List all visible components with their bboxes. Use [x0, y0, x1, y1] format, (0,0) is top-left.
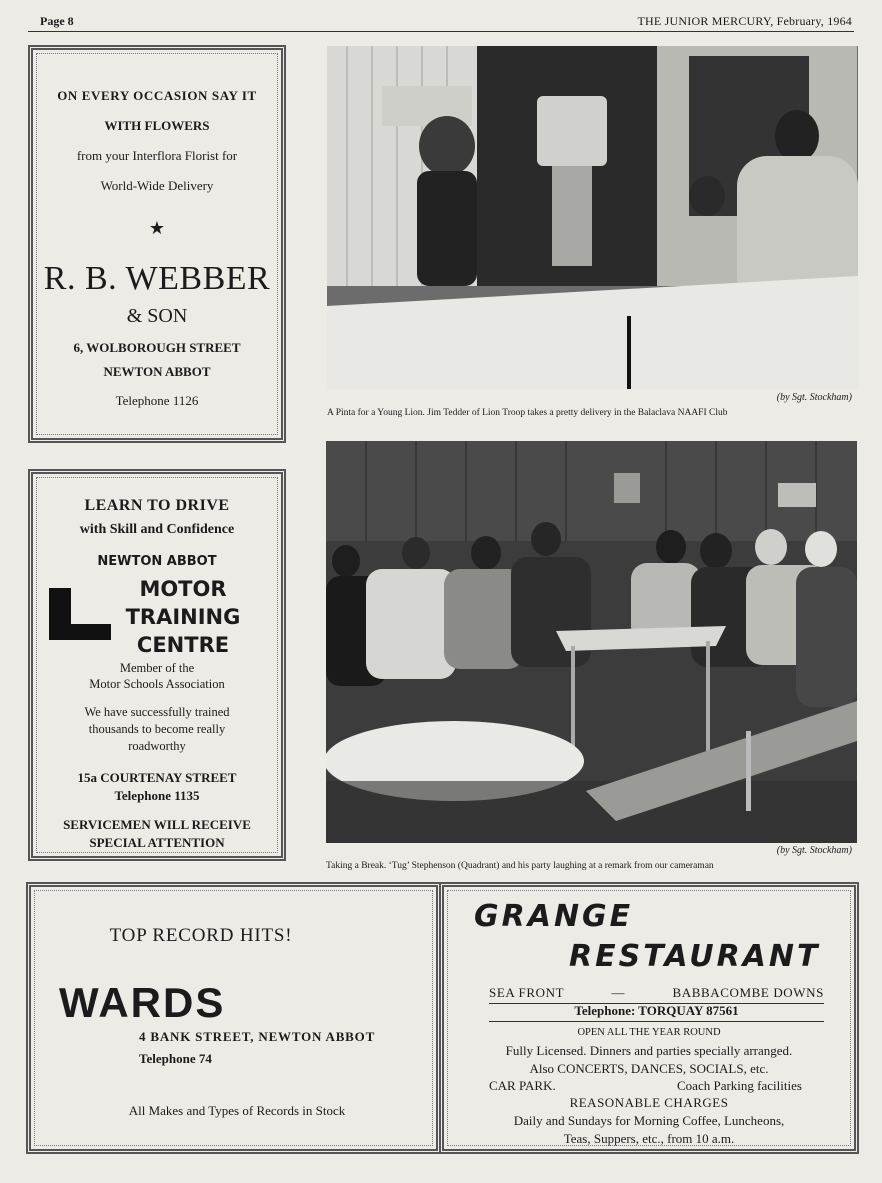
wards-advert — [26, 882, 441, 1154]
servicemen-line1: SERVICEMEN WILL RECEIVE — [63, 817, 251, 832]
florist-line2: WITH FLOWERS — [104, 118, 210, 133]
member-line1: Member of the — [119, 661, 195, 675]
grange-advert — [439, 882, 859, 1154]
member-line2: Motor Schools Association — [89, 677, 225, 691]
florist-town: NEWTON ABBOT — [103, 364, 211, 379]
grange-coach: Coach Parking facilities — [677, 1078, 802, 1093]
florist-street: 6, WOLBOROUGH STREET — [73, 340, 241, 355]
photo1-credit: (by Sgt. Stockham) — [776, 392, 852, 403]
florist-advert — [28, 45, 286, 443]
group-break-photo — [326, 441, 857, 843]
grange-concerts: Also CONCERTS, DANCES, SOCIALS, etc. — [529, 1061, 769, 1076]
servicemen-line2: SPECIAL ATTENTION — [89, 835, 225, 850]
driving-address: 15a COURTENAY STREET — [77, 770, 237, 785]
grange-licensed: Fully Licensed. Dinners and parties specially arranged. — [505, 1043, 793, 1058]
florist-phone: Telephone 1126 — [115, 393, 199, 408]
grange-phone: Telephone: TORQUAY 87561 — [489, 1003, 824, 1022]
grange-location — [489, 985, 824, 1004]
grange-name-line1: GRANGE — [474, 899, 634, 934]
driving-phone: Telephone 1135 — [114, 788, 200, 803]
grange-charges: REASONABLE CHARGES — [569, 1095, 729, 1110]
driving-school-advert — [28, 469, 286, 861]
wards-top-line: TOP RECORD HITS! — [109, 925, 293, 946]
naafi-counter-photo — [327, 46, 858, 389]
page-number: Page 8 — [40, 14, 74, 28]
grange-teas: Teas, Suppers, etc., from 10 a.m. — [563, 1131, 735, 1146]
publication-header: THE JUNIOR MERCURY, February, 1964 — [637, 14, 852, 28]
grange-location-right: BABBACOMBE DOWNS — [672, 985, 824, 1000]
grange-location-dash: — — [611, 985, 626, 1000]
driving-line1: LEARN TO DRIVE — [84, 497, 230, 514]
training-word: TRAINING — [125, 605, 241, 629]
florist-name: R. B. WEBBER — [43, 260, 271, 297]
photo2-credit: (by Sgt. Stockham) — [776, 845, 852, 856]
grange-location-left: SEA FRONT — [489, 985, 565, 1000]
driving-line3: NEWTON ABBOT — [97, 554, 217, 569]
grange-daily: Daily and Sundays for Morning Coffee, Luncheons, — [513, 1113, 785, 1128]
header-rule — [28, 31, 854, 32]
grange-open: OPEN ALL THE YEAR ROUND — [577, 1027, 721, 1038]
l-plate-icon — [49, 588, 111, 640]
florist-line4: World-Wide Delivery — [100, 178, 214, 193]
photo2-caption: Taking a Break. ‘Tug’ Stephenson (Quadrant) and his party laughing at a remark from our cameraman — [326, 861, 714, 871]
wards-phone: Telephone 74 — [139, 1051, 212, 1066]
photo1-caption: A Pinta for a Young Lion. Jim Tedder of Lion Troop takes a pretty delivery in the Balaclava NAAFI Club — [327, 408, 728, 418]
wards-name: WARDS — [59, 979, 226, 1026]
trained-line3: roadworthy — [128, 739, 186, 753]
florist-line1: ON EVERY OCCASION SAY IT — [57, 88, 257, 103]
star-icon: ★ — [148, 218, 166, 238]
centre-word: CENTRE — [136, 633, 230, 657]
motor-word: MOTOR — [139, 577, 227, 601]
trained-line1: We have successfully trained — [84, 705, 230, 719]
wards-bottom-line: All Makes and Types of Records in Stock — [128, 1103, 346, 1118]
florist-son: & SON — [126, 305, 188, 327]
wards-address: 4 BANK STREET, NEWTON ABBOT — [139, 1029, 376, 1044]
grange-name-line2: RESTAURANT — [569, 939, 821, 974]
florist-line3: from your Interflora Florist for — [76, 148, 238, 163]
grange-car-park: CAR PARK. — [489, 1078, 556, 1093]
trained-line2: thousands to become really — [88, 722, 226, 736]
driving-line2: with Skill and Confidence — [79, 522, 235, 537]
